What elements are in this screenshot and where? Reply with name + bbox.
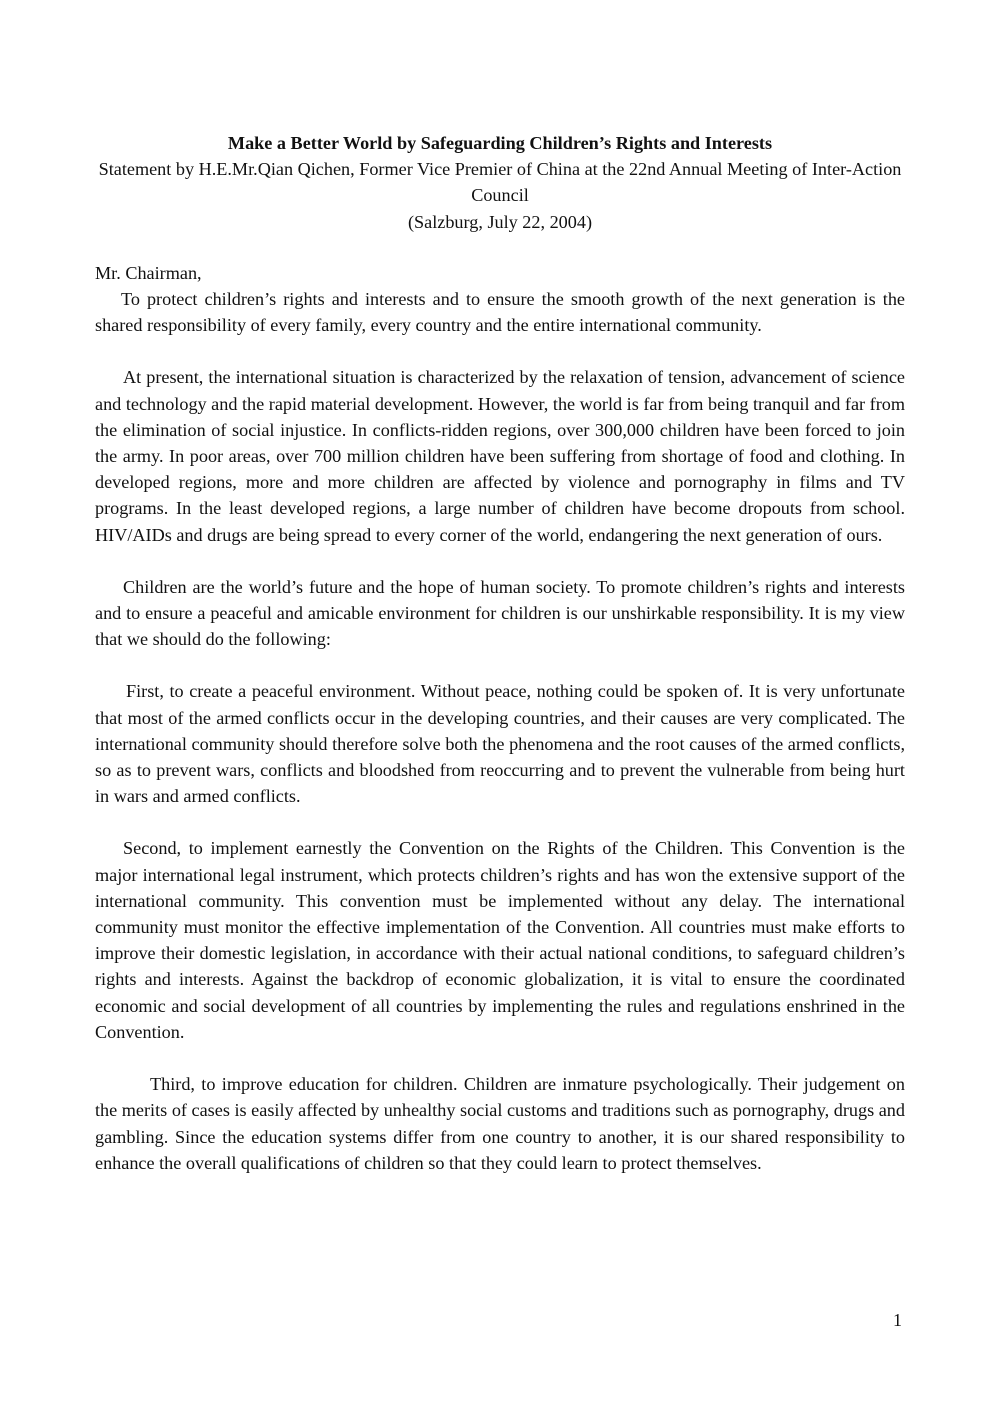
document-title: Make a Better World by Safeguarding Children’s Rights and Interests — [227, 133, 773, 153]
paragraph-third-point: Third, to improve education for children. Children are inmature psychologically. Their judgement on the merits of cases is easily affected by unhealthy social customs and traditions such as pornography, drugs and gambling. Since the education systems differ from one country to another, it is our shared responsibility to enhance the overall qualifications of children so that they could learn to protect themselves. — [95, 1074, 905, 1173]
document-place-date: (Salzburg, July 22, 2004) — [407, 211, 593, 232]
document-subtitle: Statement by H.E.Mr.Qian Qichen, Former Vice Premier of China at the 22nd Annual Meeting of Inter-Action Council — [98, 159, 902, 206]
paragraph-second-point: Second, to implement earnestly the Convention on the Rights of the Children. This Convention is the major international legal instrument, which protects children’s rights and has won the extensive support of the international community. This convention must be implemented without any delay. The international community must monitor the effective implementation of the Convention. All countries must make efforts to improve their domestic legislation, in accordance with their actual national conditions, to safeguard children’s rights and interests. Against the backdrop of economic globalization, it is vital to ensure the coordinated economic and social development of all countries by implementing the rules and regulations enshrined in the Convention. — [95, 838, 905, 1042]
paragraph-intro: To protect children’s rights and interests and to ensure the smooth growth of the next generation is the shared responsibility of every family, every country and the entire international community. — [95, 289, 905, 336]
document-page — [95, 130, 905, 1176]
paragraph-present-situation: At present, the international situation is characterized by the relaxation of tension, advancement of science and technology and the rapid material development. However, the world is far from being tranquil and far from the elimination of social injustice. In conflicts-ridden regions, over 300,000 children have been forced to join the army. In poor areas, over 700 million children have been suffering from shortage of food and clothing. In developed regions, more and more children are affected by violence and pornography in films and TV programs. In the least developed regions, a large number of children have become dropouts from school. HIV/AIDs and drugs are being spread to every corner of the world, endangering the next generation of ours. — [95, 367, 905, 545]
salutation: Mr. Chairman, — [95, 262, 202, 283]
page-number: 1 — [893, 1310, 902, 1330]
document-header — [95, 130, 905, 235]
paragraph-children-future: Children are the world’s future and the hope of human society. To promote children’s rights and interests and to ensure a peaceful and amicable environment for children is our unshirkable responsibility. It is my view that we should do the following: — [95, 576, 905, 650]
paragraph-first-point: First, to create a peaceful environment. Without peace, nothing could be spoken of. It is very unfortunate that most of the armed conflicts occur in the developing countries, and their causes are very complicated. The international community should therefore solve both the phenomena and the root causes of the armed conflicts, so as to prevent wars, conflicts and bloodshed from reoccurring and to prevent the vulnerable from being hurt in wars and armed conflicts. — [95, 681, 905, 807]
